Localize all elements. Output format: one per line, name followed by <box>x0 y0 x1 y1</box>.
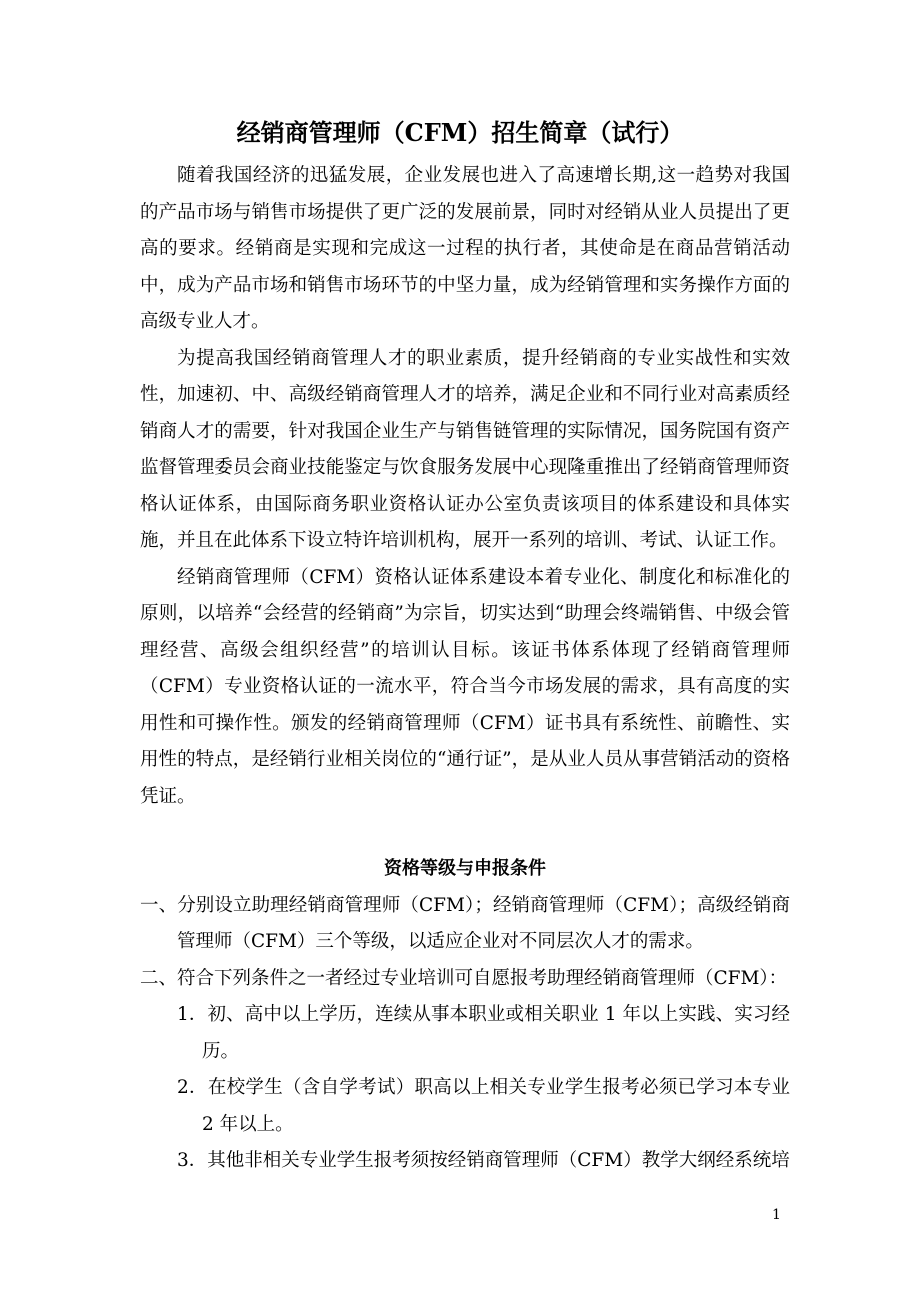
intro-paragraph: 随着我国经济的迅猛发展，企业发展也进入了高速增长期,这一趋势对我国的产品市场与销售市场提供了更广泛的发展前景，同时对经销从业人员提出了更高的要求。经销商是实现和完成这一过程的执行者，其使命是在商品营销活动中，成为产品市场和销售市场环节的中坚力量，成为经销管理和实务操作方面的高级专业人才。 <box>140 165 790 332</box>
document-body <box>140 158 790 1180</box>
certification-paragraph: 为提高我国经销商管理人才的职业素质，提升经销商的专业实战性和实效性，加速初、中、高级经销商管理人才的培养，满足企业和不同行业对高素质经销商人才的需要，针对我国企业生产与销售链管理的实际情况，国务院国有资产监督管理委员会商业技能鉴定与饮食服务发展中心现隆重推出了经销商管理师资格认证体系，由国际商务职业资格认证办公室负责该项目的体系建设和具体实施，并且在此体系下设立特许培训机构，展开一系列的培训、考试、认证工作。 <box>140 347 790 551</box>
condition-item-3: 3．其他非相关专业学生报考须按经销商管理师（CFM）教学大纲经系统培 <box>177 1150 790 1171</box>
list-item-levels: 一、分别设立助理经销商管理师（CFM）；经销商管理师（CFM）；高级经销商管理师（CFM）三个等级，以适应企业对不同层次人才的需求。 <box>140 894 790 952</box>
principles-paragraph: 经销商管理师（CFM）资格认证体系建设本着专业化、制度化和标准化的原则，以培养“会经营的经销商”为宗旨，切实达到“助理会终端销售、中级会管理经营、高级会组织经营”的培训认目标。该证书体系体现了经销商管理师（CFM）专业资格认证的一流水平，符合当今市场发展的需求，具有高度的实用性和可操作性。颁发的经销商管理师（CFM）证书具有系统性、前瞻性、实用性的特点，是经销行业相关岗位的“通行证”，是从业人员从事营销活动的资格凭证。 <box>140 566 790 807</box>
list-item-conditions: 二、符合下列条件之一者经过专业培训可自愿报考助理经销商管理师（CFM）： <box>140 967 788 989</box>
section-spacer <box>140 815 790 851</box>
condition-item-2: 2．在校学生（含自学考试）职高以上相关专业学生报考必须已学习本专业 2 年以上。 <box>177 1077 790 1135</box>
section-title: 资格等级与申报条件 <box>384 858 546 879</box>
condition-item-1: 1．初、高中以上学历，连续从事本职业或相关职业 1 年以上实践、实习经历。 <box>177 1004 790 1062</box>
document-title: 经销商管理师（CFM）招生简章（试行） <box>236 118 684 147</box>
page-number: 1 <box>772 1207 781 1223</box>
